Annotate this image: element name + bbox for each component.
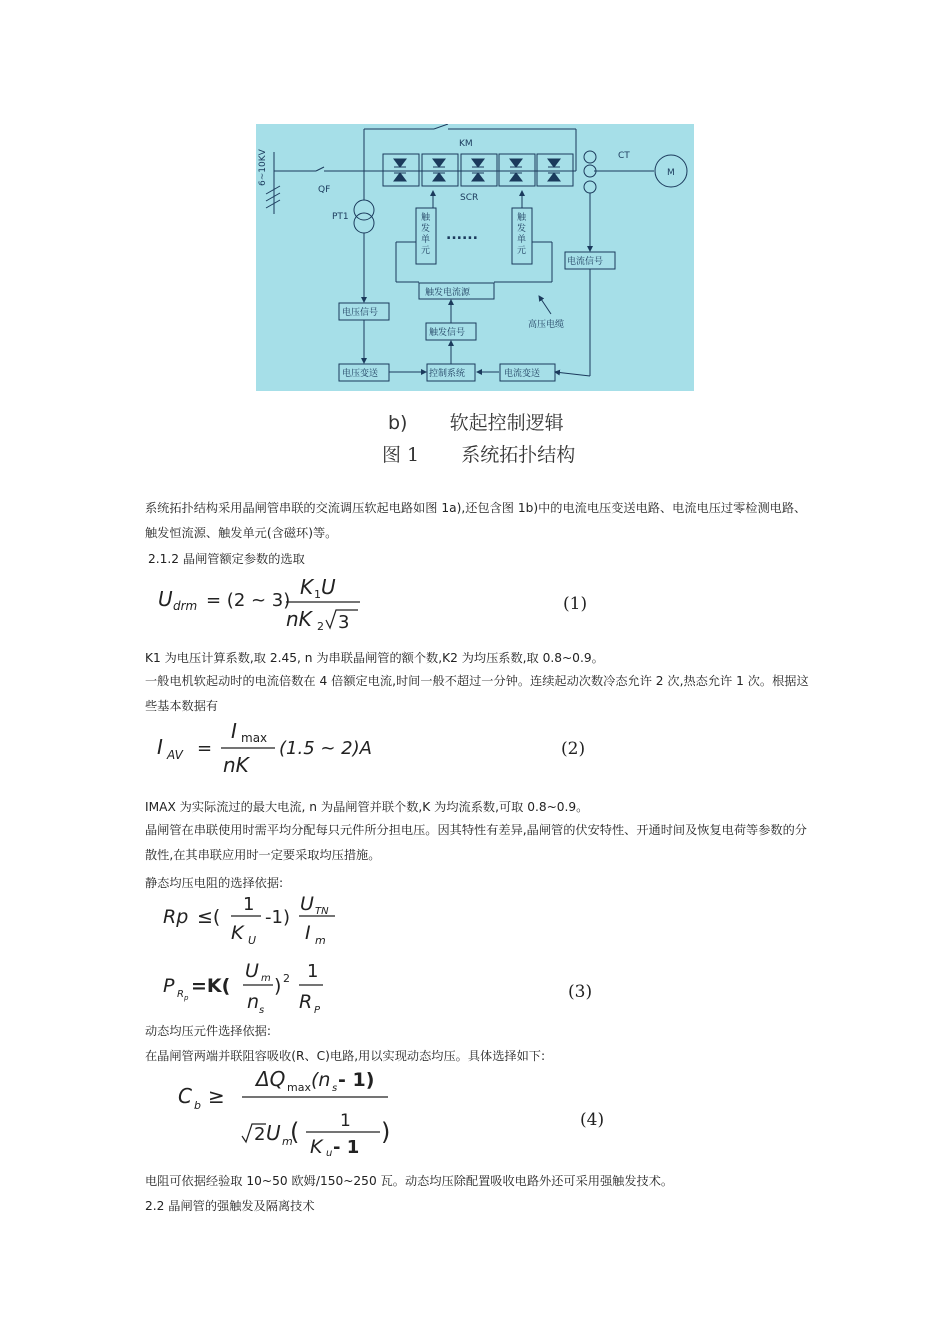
eq3b-sup: 2 [283, 972, 290, 985]
svg-text:): ) [381, 1118, 391, 1146]
equation-2 [157, 718, 377, 778]
label-pt1: PT1 [332, 212, 349, 222]
eq2-den: nK [223, 753, 249, 777]
eq3b-den1-sub: s [259, 1005, 265, 1016]
trigger-unit-char: 发 [517, 224, 527, 234]
eq4-den-k-sub: u [326, 1148, 333, 1156]
subcaption-label: b) [388, 412, 408, 434]
label-km: KM [459, 139, 473, 149]
pt1-circle-1 [354, 200, 374, 220]
eq1-num-tail: U [321, 575, 336, 599]
eq3b-num1: U [245, 960, 259, 982]
figure-caption [382, 440, 575, 467]
eq1-den-sub: 2 [317, 620, 324, 632]
eq4-num-tail1: (n [311, 1069, 331, 1091]
eq3b-rel: =K( [191, 975, 231, 997]
equation-4 [176, 1064, 406, 1156]
label-scr: SCR [460, 193, 479, 203]
eq3a-den2-sub: m [315, 934, 326, 947]
eq4-den-root: 2 [254, 1124, 266, 1145]
trigger-unit-char: 触 [421, 213, 431, 223]
equation-2-number: (2) [561, 739, 586, 759]
label-current-signal: 电流信号 [567, 257, 604, 267]
label-trigger-signal: 触发信号 [429, 328, 466, 338]
eq3a-lhs: Rp [163, 906, 189, 928]
equation-2-svg [157, 718, 377, 778]
eq2-num: I [231, 719, 237, 743]
eq3b-den2: R [299, 991, 313, 1013]
eq3b-den1: n [247, 991, 260, 1013]
trigger-unit-char: 元 [421, 246, 431, 256]
eq4-num: ΔQ [256, 1067, 286, 1091]
eq2-lhs-sub: AV [167, 748, 183, 762]
caption-label: 图 1 [382, 444, 420, 466]
eq4-rel: ≥ [208, 1084, 225, 1108]
eq2-num-sub: max [241, 731, 268, 745]
paragraph-series: 晶闸管在串联使用时需平均分配每只元件所分担电压。因其特性有差异,晶闸管的伏安特性、开通时间及恢复电荷等参数的分散性,在其串联应用时一定要采取均压措施。 [145, 823, 807, 862]
paragraph-topology: 系统拓扑结构采用晶闸管串联的交流调压软起电路如图 1a),还包含图 1b)中的电流电压变送电路、电流电压过零检测电路、触发恒流源、触发单元(含磁环)等。 [145, 501, 807, 540]
trigger-unit-char: 元 [517, 246, 527, 256]
eq3b-num2: 1 [307, 961, 319, 982]
label-voltage-signal: 电压信号 [342, 308, 379, 318]
subcaption [388, 408, 564, 435]
trigger-unit-char: 单 [517, 235, 527, 245]
eq3a-den1: K [231, 922, 244, 944]
label-voltage-transfer: 电压变送 [342, 369, 379, 379]
pt1-circle-2 [354, 213, 374, 233]
label-control-system: 控制系统 [429, 369, 466, 379]
eq4-num-sub: max [287, 1081, 311, 1094]
heading-2-2: 2.2 晶闸管的强触发及隔离技术 [145, 1199, 315, 1213]
km-contact [434, 124, 448, 129]
ct-circle-1 [584, 151, 596, 163]
trigger-unit-char: 触 [517, 213, 527, 223]
equation-1 [158, 572, 408, 632]
trigger-unit-char: 发 [421, 224, 431, 234]
eq1-root: 3 [338, 612, 350, 632]
paragraph-imax: IMAX 为实际流过的最大电流, n 为晶闸管并联个数,K 为均流系数,可取 0.8~0.9。 [145, 800, 589, 814]
eq4-num-tail-sub: s [332, 1083, 338, 1094]
eq3b-mid: ) [274, 975, 282, 997]
eq1-lhs: U [158, 587, 173, 611]
label-motor: M [667, 168, 675, 178]
label-dots: ...... [446, 227, 478, 243]
ct-circle-3 [584, 181, 596, 193]
eq4-den-num: 1 [340, 1111, 351, 1131]
eq3a-rel: ≤( [197, 906, 221, 928]
equation-3a [163, 892, 363, 948]
svg-text:(: ( [290, 1118, 300, 1146]
label-ct: CT [618, 151, 630, 161]
caption-text: 系统拓扑结构 [461, 444, 576, 466]
label-current-transfer: 电流变送 [504, 369, 541, 379]
eq3b-den2-sub: P [314, 1005, 321, 1016]
equation-1-number: (1) [563, 594, 588, 614]
paragraph-dynamic: 动态均压元件选择依据: [145, 1024, 271, 1038]
paragraph-static: 静态均压电阻的选择依据: [145, 876, 284, 890]
eq3b-lhs-sub: R [177, 989, 184, 1000]
eq2-tail: (1.5 ~ 2)A [279, 738, 372, 759]
eq1-num: K [300, 575, 314, 599]
eq4-den-k: K [310, 1136, 323, 1156]
eq4-lhs-sub: b [194, 1099, 201, 1112]
eq1-num-sub: 1 [314, 588, 321, 601]
eq3b-lhs-subsub: p [184, 994, 189, 1002]
eq1-lhs-sub: drm [173, 599, 198, 613]
equation-3-number: (3) [568, 982, 593, 1002]
paragraph-k1: K1 为电压计算系数,取 2.45, n 为串联晶闸管的额个数,K2 为均压系数,取 0.8~0.9。 [145, 651, 604, 665]
eq3a-den1-sub: U [248, 934, 257, 947]
eq3b-lhs: P [163, 975, 175, 997]
topology-diagram [256, 124, 694, 391]
subcaption-text: 软起控制逻辑 [449, 412, 564, 434]
paragraph-resistor: 电阻可依据经验取 10~50 欧姆/150~250 瓦。动态均压除配置吸收电路外还可采用强触发技术。 [145, 1174, 674, 1188]
eq3a-mid: -1) [265, 907, 290, 928]
eq3a-num2: U [300, 893, 314, 915]
eq1-rel: = (2 ~ 3) [206, 590, 291, 611]
label-trigger-source: 触发电流源 [425, 288, 471, 298]
equation-4-number: (4) [580, 1110, 605, 1130]
paragraph-rc: 在晶闸管两端并联阻容吸收(R、C)电路,用以实现动态均压。具体选择如下: [145, 1049, 546, 1063]
eq2-rel: = [197, 738, 213, 759]
label-qf: QF [318, 185, 331, 195]
eq3a-num1: 1 [243, 894, 255, 915]
eq4-den-u-sub: m [282, 1135, 293, 1148]
equation-1-svg [158, 572, 408, 632]
eq3b-num1-sub: m [261, 973, 271, 984]
eq4-den-k-tail: - 1 [333, 1137, 360, 1156]
equation-3a-svg [163, 892, 363, 948]
eq3a-den2: I [305, 922, 311, 944]
topology-svg [256, 124, 694, 391]
eq3a-num2-sub: TN [315, 906, 329, 917]
equation-3b-svg [163, 960, 363, 1018]
eq2-lhs: I [157, 735, 163, 759]
trigger-unit-char: 单 [421, 235, 431, 245]
eq4-lhs: C [178, 1084, 192, 1108]
paragraph-motor: 一般电机软起动时的电流倍数在 4 倍额定电流,时间一般不超过一分钟。连续起动次数冷态允许 2 次,热态允许 1 次。根据这些基本数据有 [145, 674, 809, 713]
label-hv-cable: 高压电缆 [528, 320, 565, 330]
qf-switch [316, 167, 324, 171]
equation-3b [163, 960, 363, 1018]
eq1-den: nK [286, 607, 312, 631]
eq4-num-tail2: - 1) [338, 1069, 375, 1091]
label-voltage-in: 6~10KV [258, 149, 268, 186]
eq4-den-u: U [266, 1121, 281, 1145]
equation-4-svg [176, 1064, 406, 1156]
heading-2-1-2: 2.1.2 晶闸管额定参数的选取 [148, 552, 305, 566]
